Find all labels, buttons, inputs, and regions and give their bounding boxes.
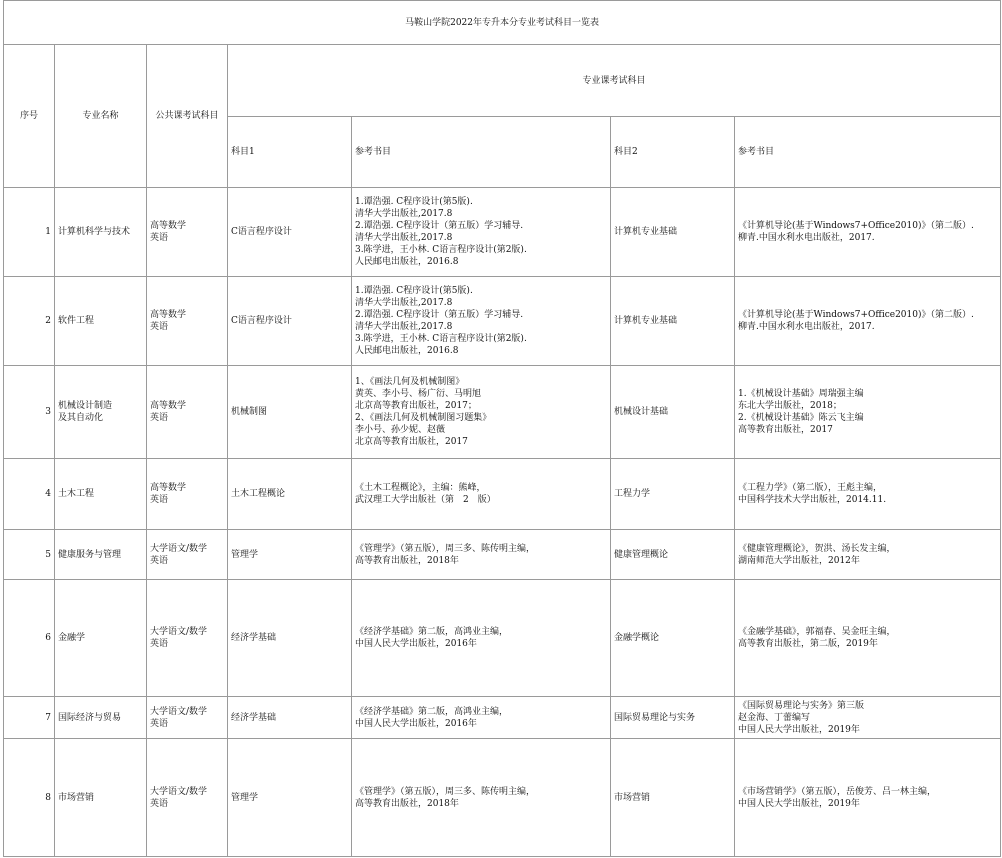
cell-public — [147, 459, 228, 530]
cell-ref1 — [352, 697, 611, 739]
cell-public — [147, 697, 228, 739]
cell-public-line: 英语 — [150, 639, 169, 649]
cell-ref2 — [735, 530, 1001, 580]
cell-subject1: 管理学 — [228, 530, 352, 580]
cell-ref2 — [735, 580, 1001, 697]
cell-ref1-line: 1、《画法几何及机械制图》 — [355, 377, 465, 387]
header-subject1: 科目1 — [228, 117, 352, 188]
cell-subject1: C语言程序设计 — [228, 277, 352, 366]
cell-ref2-line: 中国科学技术大学出版社，2014.11. — [738, 495, 887, 505]
cell-subject1: 土木工程概论 — [228, 459, 352, 530]
cell-ref2 — [735, 739, 1001, 857]
cell-subject2: 国际贸易理论与实务 — [611, 697, 735, 739]
cell-public-line: 英语 — [150, 233, 169, 243]
cell-ref1-line: 武汉理工大学出版社（第 2 版） — [355, 495, 496, 505]
table-row — [4, 739, 1001, 857]
cell-major-line: 及其自动化 — [58, 413, 104, 423]
cell-ref2 — [735, 277, 1001, 366]
cell-public-line: 英语 — [150, 798, 169, 809]
cell-subject1: 经济学基础 — [228, 580, 352, 697]
cell-ref1-line: 《土木工程概论》，主编：熊峰， — [355, 483, 486, 493]
header-subject2: 科目2 — [611, 117, 735, 188]
cell-public-line: 高等数学 — [150, 310, 187, 320]
cell-major-line: 金融学 — [58, 633, 86, 643]
cell-public — [147, 580, 228, 697]
cell-ref1-line: 3.陈学进，王小林. C语言程序设计(第2版). — [355, 334, 527, 344]
cell-major — [55, 530, 147, 580]
cell-ref1-line: 中国人民大学出版社，2016年 — [355, 639, 477, 649]
cell-subject2: 金融学概论 — [611, 580, 735, 697]
cell-ref2 — [735, 366, 1001, 459]
header-row-1 — [4, 45, 1001, 117]
cell-ref1-line: 中国人民大学出版社，2016年 — [355, 718, 477, 729]
cell-ref1 — [352, 277, 611, 366]
cell-public-line: 大学语文/数学 — [150, 786, 208, 797]
cell-ref1-line: 清华大学出版社,2017.8 — [355, 322, 453, 332]
header-public: 公共课考试科目 — [147, 45, 228, 188]
cell-seq: 5 — [4, 530, 55, 580]
table-row — [4, 459, 1001, 530]
cell-seq: 3 — [4, 366, 55, 459]
cell-ref1-line: 李小号、孙少妮、赵薇 — [355, 425, 446, 435]
cell-public — [147, 277, 228, 366]
cell-ref2-line: 柳青.中国水利水电出版社，2017. — [738, 322, 875, 332]
cell-ref1-line: 2、《画法几何及机械制图习题集》 — [355, 413, 492, 423]
cell-ref2-line: 《市场营销学》（第五版），岳俊芳、吕一林主编， — [738, 786, 937, 797]
table-row — [4, 530, 1001, 580]
cell-subject2: 计算机专业基础 — [611, 277, 735, 366]
cell-ref2-line: 《国际贸易理论与实务》第三版 — [738, 700, 865, 711]
cell-ref1 — [352, 530, 611, 580]
cell-ref1-line: 清华大学出版社,2017.8 — [355, 298, 453, 308]
cell-ref1 — [352, 580, 611, 697]
cell-ref1-line: 1.谭浩强. C程序设计(第5版). — [355, 197, 473, 207]
cell-subject1: 经济学基础 — [228, 697, 352, 739]
cell-ref2-line: 高等教育出版社，2017 — [738, 425, 833, 435]
cell-ref2-line: 中国人民大学出版社，2019年 — [738, 724, 860, 735]
cell-major — [55, 188, 147, 277]
cell-subject2: 市场营销 — [611, 739, 735, 857]
table-row — [4, 366, 1001, 459]
cell-public — [147, 188, 228, 277]
cell-public — [147, 530, 228, 580]
cell-ref1 — [352, 366, 611, 459]
cell-major-line: 软件工程 — [58, 316, 95, 326]
cell-ref2-line: 高等教育出版社，第二版，2019年 — [738, 639, 878, 649]
cell-major — [55, 459, 147, 530]
cell-ref1-line: 北京高等教育出版社，2017； — [355, 401, 477, 411]
cell-ref2-line: 赵金海、丁蕾编写 — [738, 712, 811, 723]
cell-ref1-line: 2.谭浩强. C程序设计（第五版）学习辅导. — [355, 310, 524, 320]
cell-major-line: 计算机科学与技术 — [58, 227, 131, 237]
cell-public-line: 大学语文/数学 — [150, 543, 208, 554]
table-title: 马鞍山学院2022年专升本分专业考试科目一览表 — [4, 1, 1001, 45]
cell-ref1-line: 高等教育出版社，2018年 — [355, 555, 459, 566]
exam-subjects-table — [3, 0, 1001, 857]
cell-seq: 8 — [4, 739, 55, 857]
cell-ref1 — [352, 188, 611, 277]
cell-major — [55, 739, 147, 857]
cell-ref1-line: 《经济学基础》第二版，高鸿业主编， — [355, 627, 509, 637]
cell-subject1: 管理学 — [228, 739, 352, 857]
cell-public-line: 高等数学 — [150, 401, 187, 411]
cell-ref2-line: 柳青.中国水利水电出版社，2017. — [738, 233, 875, 243]
cell-ref2-line: 东北大学出版社，2018； — [738, 401, 842, 411]
cell-subject2: 健康管理概论 — [611, 530, 735, 580]
cell-ref2-line: 《工程力学》（第二版），王彪主编， — [738, 483, 883, 493]
header-seq: 序号 — [4, 45, 55, 188]
cell-public — [147, 366, 228, 459]
cell-seq: 2 — [4, 277, 55, 366]
cell-ref1 — [352, 459, 611, 530]
cell-ref1-line: 《管理学》（第五版），周三多、陈传明主编， — [355, 543, 536, 554]
cell-ref2-line: 《健康管理概论》，贺洪、汤长发主编， — [738, 543, 896, 554]
cell-ref2-line: 《计算机导论(基于Windows7+Office2010)》（第二版）. — [738, 221, 974, 231]
cell-ref1-line: 1.谭浩强. C程序设计(第5版). — [355, 286, 473, 296]
cell-ref2-line: 湖南师范大学出版社，2012年 — [738, 555, 860, 566]
header-major: 专业名称 — [55, 45, 147, 188]
cell-major — [55, 277, 147, 366]
table-row — [4, 277, 1001, 366]
cell-public — [147, 739, 228, 857]
cell-ref1-line: 北京高等教育出版社，2017 — [355, 437, 468, 447]
cell-public-line: 大学语文/数学 — [150, 627, 208, 637]
cell-ref1-line: 人民邮电出版社，2016.8 — [355, 257, 459, 267]
cell-ref1-line: 黄英、李小号、杨广衍、马明旭 — [355, 389, 482, 399]
cell-public-line: 高等数学 — [150, 483, 187, 493]
cell-subject1: 机械制图 — [228, 366, 352, 459]
cell-major-line: 健康服务与管理 — [58, 549, 122, 560]
cell-ref1-line: 清华大学出版社,2017.8 — [355, 209, 453, 219]
cell-ref2-line: 2.《机械设计基础》陈云飞主编 — [738, 413, 864, 423]
header-ref1: 参考书目 — [352, 117, 611, 188]
cell-ref1 — [352, 739, 611, 857]
cell-ref1-line: 2.谭浩强. C程序设计（第五版）学习辅导. — [355, 221, 524, 231]
cell-public-line: 英语 — [150, 718, 169, 729]
cell-public-line: 英语 — [150, 322, 169, 332]
cell-subject2: 机械设计基础 — [611, 366, 735, 459]
cell-subject2: 工程力学 — [611, 459, 735, 530]
cell-ref2 — [735, 188, 1001, 277]
cell-ref1-line: 《经济学基础》第二版，高鸿业主编， — [355, 706, 509, 717]
cell-seq: 1 — [4, 188, 55, 277]
title-row — [4, 1, 1001, 45]
cell-ref1-line: 高等教育出版社，2018年 — [355, 798, 459, 809]
cell-major-line: 土木工程 — [58, 489, 95, 499]
cell-ref2-line: 中国人民大学出版社，2019年 — [738, 798, 860, 809]
cell-public-line: 高等数学 — [150, 221, 187, 231]
cell-ref1-line: 人民邮电出版社，2016.8 — [355, 346, 459, 356]
cell-subject2: 计算机专业基础 — [611, 188, 735, 277]
cell-ref2-line: 1.《机械设计基础》周瑞强主编 — [738, 389, 864, 399]
cell-seq: 7 — [4, 697, 55, 739]
cell-major-line: 市场营销 — [58, 792, 95, 803]
table-row — [4, 188, 1001, 277]
cell-ref1-line: 清华大学出版社,2017.8 — [355, 233, 453, 243]
cell-seq: 4 — [4, 459, 55, 530]
cell-major — [55, 697, 147, 739]
cell-major-line: 国际经济与贸易 — [58, 712, 122, 723]
header-ref2: 参考书目 — [735, 117, 1001, 188]
cell-ref2-line: 《金融学基础》，郭福春、吴金旺主编， — [738, 627, 896, 637]
cell-ref2-line: 《计算机导论(基于Windows7+Office2010)》（第二版）. — [738, 310, 974, 320]
cell-public-line: 英语 — [150, 555, 169, 566]
cell-public-line: 英语 — [150, 495, 169, 505]
cell-major — [55, 580, 147, 697]
cell-seq: 6 — [4, 580, 55, 697]
cell-ref1-line: 3.陈学进，王小林. C语言程序设计(第2版). — [355, 245, 527, 255]
cell-ref2 — [735, 459, 1001, 530]
header-professional: 专业课考试科目 — [228, 45, 1001, 117]
cell-public-line: 英语 — [150, 413, 169, 423]
table-row — [4, 580, 1001, 697]
table-row — [4, 697, 1001, 739]
cell-major-line: 机械设计制造 — [58, 401, 113, 411]
cell-major — [55, 366, 147, 459]
cell-ref2 — [735, 697, 1001, 739]
cell-ref1-line: 《管理学》（第五版），周三多、陈传明主编， — [355, 786, 536, 797]
cell-public-line: 大学语文/数学 — [150, 706, 208, 717]
cell-subject1: C语言程序设计 — [228, 188, 352, 277]
